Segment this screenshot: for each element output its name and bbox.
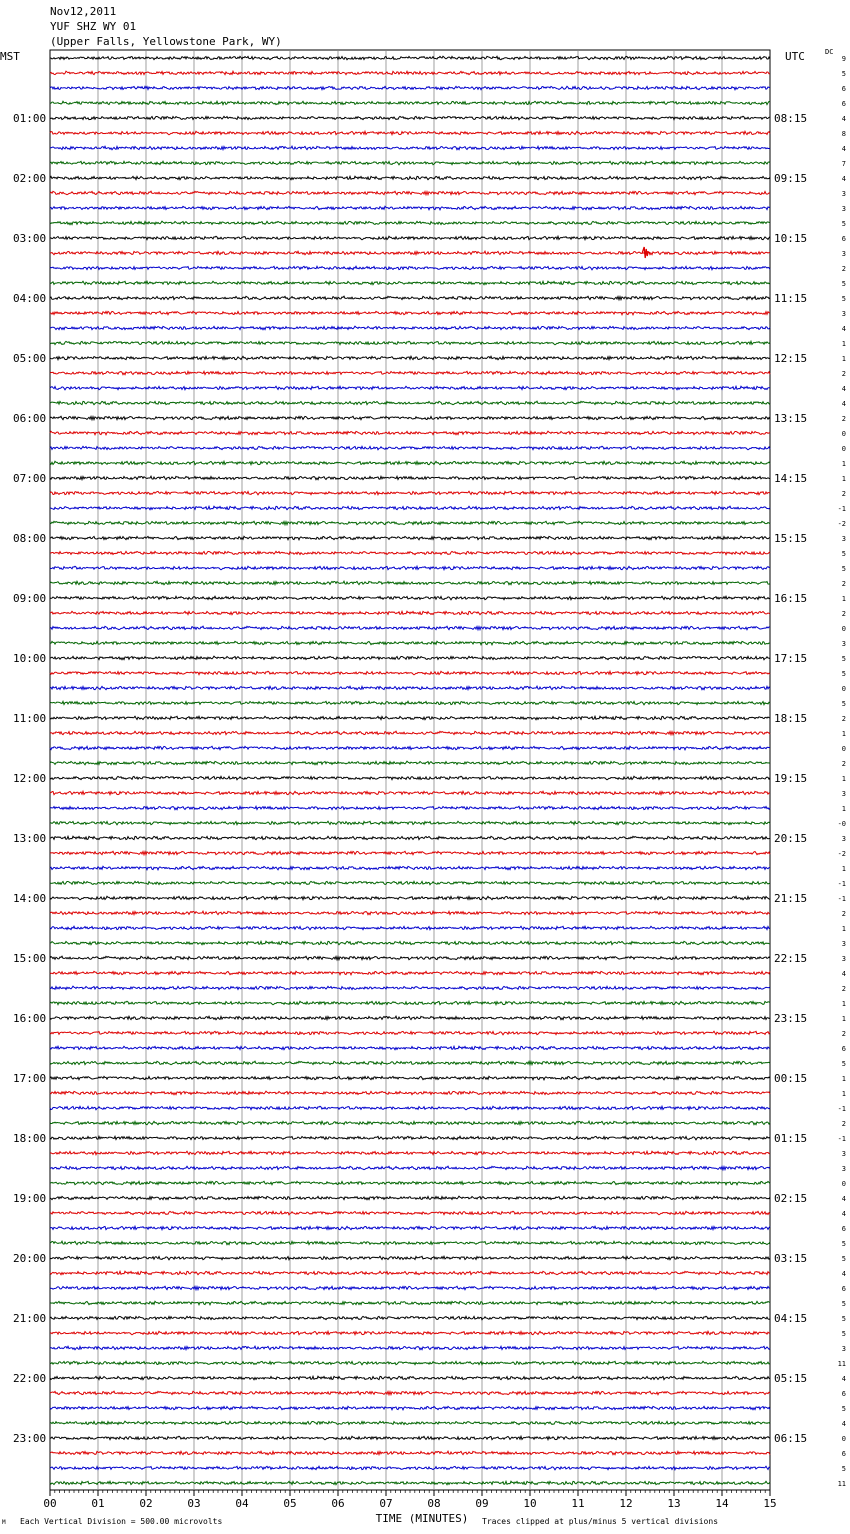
trace-row xyxy=(50,191,770,195)
left-hour-label: 22:00 xyxy=(13,1372,47,1385)
right-hour-label: 20:15 xyxy=(774,832,808,845)
trace-row xyxy=(50,851,770,854)
dc-offset-value: 2 xyxy=(841,715,846,723)
trace-row xyxy=(50,386,770,390)
right-hour-label: 03:15 xyxy=(774,1252,808,1265)
dc-offset-value: 5 xyxy=(841,1330,846,1338)
right-hour-label: 06:15 xyxy=(774,1432,808,1445)
dc-offset-value: 0 xyxy=(841,1435,846,1443)
left-hour-label: 20:00 xyxy=(13,1252,47,1265)
x-tick-label: 08 xyxy=(427,1497,441,1510)
dc-offset-value: 2 xyxy=(841,910,846,918)
dc-offset-value: 11 xyxy=(837,1360,846,1368)
dc-offset-value: 6 xyxy=(841,100,846,108)
trace-row xyxy=(50,176,770,179)
trace-row xyxy=(50,911,770,915)
left-hour-label: 16:00 xyxy=(13,1012,47,1025)
trace-row xyxy=(50,1481,770,1484)
trace-row xyxy=(50,836,770,840)
dc-offset-value: 8 xyxy=(841,130,846,138)
dc-offset-value: 11 xyxy=(837,1480,846,1488)
dc-offset-value: -1 xyxy=(837,895,846,903)
x-tick-label: 04 xyxy=(235,1497,249,1510)
dc-offset-value: 4 xyxy=(841,325,846,333)
right-hour-label: 12:15 xyxy=(774,352,808,365)
trace-row xyxy=(50,536,770,540)
footer-scale-note: Each Vertical Division = 500.00 microvolts xyxy=(20,1517,223,1526)
x-tick-label: 14 xyxy=(715,1497,729,1510)
trace-row xyxy=(50,716,770,719)
dc-offset-value: -1 xyxy=(837,505,846,513)
trace-row xyxy=(50,821,770,825)
dc-offset-value: 5 xyxy=(841,280,846,288)
dc-offset-value: 3 xyxy=(841,250,846,258)
right-hour-label: 10:15 xyxy=(774,232,808,245)
trace-row xyxy=(50,551,770,554)
footer-clip-note: Traces clipped at plus/minus 5 vertical divisions xyxy=(482,1517,719,1526)
trace-row xyxy=(50,431,770,435)
left-hour-label: 02:00 xyxy=(13,172,47,185)
dc-offset-value: 4 xyxy=(841,400,846,408)
trace-row xyxy=(50,1376,770,1379)
dc-offset-value: 0 xyxy=(841,430,846,438)
right-timezone-label: UTC xyxy=(785,50,805,63)
trace-row xyxy=(50,461,770,464)
left-hour-label: 17:00 xyxy=(13,1072,47,1085)
dc-offset-value: 6 xyxy=(841,1390,846,1398)
dc-offset-value: 5 xyxy=(841,1300,846,1308)
seismic-traces xyxy=(50,56,770,1484)
trace-row xyxy=(50,626,770,630)
trace-row xyxy=(50,476,770,480)
dc-offset-value: 5 xyxy=(841,700,846,708)
trace-row xyxy=(50,641,770,645)
trace-row xyxy=(50,1121,770,1125)
trace-row xyxy=(50,356,770,360)
trace-row xyxy=(50,1406,770,1410)
dc-offset-value: 2 xyxy=(841,1120,846,1128)
right-hour-labels xyxy=(774,112,807,1445)
dc-offset-value: 5 xyxy=(841,1060,846,1068)
right-hour-label: 19:15 xyxy=(774,772,808,785)
dc-offset-value: 1 xyxy=(841,925,846,933)
trace-row xyxy=(50,1181,770,1185)
trace-row xyxy=(50,1151,770,1154)
right-hour-label: 11:15 xyxy=(774,292,808,305)
trace-row xyxy=(50,986,770,990)
dc-offset-value: 3 xyxy=(841,940,846,948)
left-hour-label: 14:00 xyxy=(13,892,47,905)
dc-offset-value: 2 xyxy=(841,760,846,768)
dc-offset-value: 2 xyxy=(841,370,846,378)
left-hour-label: 10:00 xyxy=(13,652,47,665)
dc-offset-value: 7 xyxy=(841,160,846,168)
footer-mark: M xyxy=(2,1519,6,1526)
dc-offset-value: 1 xyxy=(841,475,846,483)
dc-offset-value: 5 xyxy=(841,1465,846,1473)
dc-offset-value: 2 xyxy=(841,610,846,618)
right-hour-label: 23:15 xyxy=(774,1012,808,1025)
dc-offset-value: 1 xyxy=(841,805,846,813)
trace-row xyxy=(50,671,770,675)
left-hour-label: 18:00 xyxy=(13,1132,47,1145)
trace-row xyxy=(50,1076,770,1080)
header-station: YUF SHZ WY 01 xyxy=(50,20,137,33)
x-axis-title: TIME (MINUTES) xyxy=(375,1512,469,1525)
dc-offset-value: 0 xyxy=(841,1180,846,1188)
dc-offset-value: 4 xyxy=(841,1195,846,1203)
dc-offset-value: 1 xyxy=(841,1015,846,1023)
dc-offset-value: 5 xyxy=(841,655,846,663)
trace-row xyxy=(50,131,770,135)
dc-offset-value: 4 xyxy=(841,175,846,183)
trace-row xyxy=(50,1211,770,1215)
trace-row xyxy=(50,776,770,780)
dc-offset-value: 5 xyxy=(841,565,846,573)
left-hour-label: 15:00 xyxy=(13,952,47,965)
dc-offset-value: 3 xyxy=(841,640,846,648)
left-hour-label: 06:00 xyxy=(13,412,47,425)
trace-row xyxy=(50,416,770,419)
right-hour-label: 09:15 xyxy=(774,172,808,185)
trace-row xyxy=(50,791,770,795)
trace-row xyxy=(50,1256,770,1260)
right-hour-label: 18:15 xyxy=(774,712,808,725)
trace-row xyxy=(50,146,770,150)
trace-row xyxy=(50,1391,770,1395)
left-hour-label: 01:00 xyxy=(13,112,47,125)
dc-offset-value: -2 xyxy=(837,850,846,858)
trace-row xyxy=(50,446,770,450)
left-hour-label: 12:00 xyxy=(13,772,47,785)
trace-row xyxy=(50,401,770,405)
left-hour-label: 21:00 xyxy=(13,1312,47,1325)
trace-row xyxy=(50,161,770,165)
left-hour-labels xyxy=(13,112,46,1445)
right-hour-label: 00:15 xyxy=(774,1072,808,1085)
dc-offset-value: 6 xyxy=(841,1045,846,1053)
trace-row xyxy=(50,1316,770,1319)
dc-offset-value: 5 xyxy=(841,1315,846,1323)
dc-offset-value: 3 xyxy=(841,535,846,543)
trace-row xyxy=(50,1301,770,1305)
dc-offset-labels xyxy=(838,55,846,1488)
trace-row xyxy=(50,866,770,870)
dc-offset-value: 3 xyxy=(841,1165,846,1173)
dc-offset-value: 3 xyxy=(841,1345,846,1353)
trace-row xyxy=(50,86,770,89)
right-hour-label: 04:15 xyxy=(774,1312,808,1325)
left-hour-label: 23:00 xyxy=(13,1432,47,1445)
x-tick-label: 03 xyxy=(187,1497,201,1510)
trace-row xyxy=(50,956,770,960)
left-hour-label: 19:00 xyxy=(13,1192,47,1205)
dc-offset-value: 1 xyxy=(841,1000,846,1008)
left-hour-label: 07:00 xyxy=(13,472,47,485)
left-hour-label: 13:00 xyxy=(13,832,47,845)
x-tick-label: 12 xyxy=(619,1497,633,1510)
dc-offset-value: 3 xyxy=(841,1150,846,1158)
trace-row xyxy=(50,926,770,930)
dc-offset-value: 1 xyxy=(841,865,846,873)
dc-offset-value: 5 xyxy=(841,220,846,228)
header-location: (Upper Falls, Yellowstone Park, WY) xyxy=(50,35,282,48)
trace-row xyxy=(50,686,770,690)
dc-offset-value: 2 xyxy=(841,415,846,423)
trace-row xyxy=(50,101,770,104)
right-hour-label: 08:15 xyxy=(774,112,808,125)
dc-offset-value: 6 xyxy=(841,235,846,243)
right-hour-label: 17:15 xyxy=(774,652,808,665)
dc-offset-value: 2 xyxy=(841,580,846,588)
trace-row xyxy=(50,266,770,270)
trace-row xyxy=(50,1226,770,1229)
dc-offset-value: 3 xyxy=(841,310,846,318)
left-hour-label: 08:00 xyxy=(13,532,47,545)
trace-row xyxy=(50,896,770,900)
trace-row xyxy=(50,1436,770,1440)
trace-row xyxy=(50,656,770,660)
trace-row xyxy=(50,1061,770,1065)
dc-offset-value: 0 xyxy=(841,445,846,453)
trace-row xyxy=(50,1346,770,1350)
x-tick-label: 15 xyxy=(763,1497,777,1510)
dc-offset-value: 2 xyxy=(841,1030,846,1038)
trace-row xyxy=(50,761,770,765)
trace-row xyxy=(50,1421,770,1425)
right-hour-label: 05:15 xyxy=(774,1372,808,1385)
trace-row xyxy=(50,236,770,240)
dc-offset-value: 4 xyxy=(841,145,846,153)
right-hour-label: 22:15 xyxy=(774,952,808,965)
trace-row xyxy=(50,1361,770,1365)
trace-row xyxy=(50,251,770,255)
dc-offset-value: 6 xyxy=(841,1225,846,1233)
trace-row xyxy=(50,116,770,119)
dc-offset-value: 6 xyxy=(841,1285,846,1293)
dc-offset-value: 4 xyxy=(841,1375,846,1383)
left-hour-label: 03:00 xyxy=(13,232,47,245)
right-hour-label: 15:15 xyxy=(774,532,808,545)
trace-row xyxy=(50,296,770,300)
trace-row xyxy=(50,746,770,750)
dc-offset-value: -1 xyxy=(837,1105,846,1113)
trace-row xyxy=(50,341,770,345)
dc-offset-value: 3 xyxy=(841,205,846,213)
x-tick-label: 13 xyxy=(667,1497,681,1510)
trace-row xyxy=(50,1001,770,1005)
trace-row xyxy=(50,1466,770,1470)
dc-offset-value: 1 xyxy=(841,595,846,603)
x-tick-label: 05 xyxy=(283,1497,297,1510)
trace-row xyxy=(50,731,770,735)
trace-row xyxy=(50,1046,770,1049)
right-hour-label: 21:15 xyxy=(774,892,808,905)
trace-row xyxy=(50,1286,770,1289)
trace-row xyxy=(50,881,770,884)
trace-row xyxy=(50,206,770,210)
left-hour-label: 05:00 xyxy=(13,352,47,365)
dc-offset-value: 4 xyxy=(841,1210,846,1218)
trace-row xyxy=(50,1091,770,1095)
x-tick-label: 00 xyxy=(43,1497,57,1510)
dc-offset-value: 4 xyxy=(841,115,846,123)
x-tick-label: 01 xyxy=(91,1497,105,1510)
x-tick-label: 10 xyxy=(523,1497,537,1510)
trace-row xyxy=(50,56,770,59)
left-hour-label: 09:00 xyxy=(13,592,47,605)
trace-row xyxy=(50,326,770,330)
dc-offset-value: 5 xyxy=(841,1405,846,1413)
dc-offset-value: 9 xyxy=(841,55,846,63)
trace-row xyxy=(50,1271,770,1275)
trace-row xyxy=(50,311,770,315)
dc-offset-value: 1 xyxy=(841,1075,846,1083)
dc-offset-value: 5 xyxy=(841,1240,846,1248)
dc-offset-value: -1 xyxy=(837,880,846,888)
trace-row xyxy=(50,1241,770,1245)
trace-row xyxy=(50,941,770,944)
left-timezone-label: MST xyxy=(0,50,20,63)
x-tick-label: 09 xyxy=(475,1497,489,1510)
x-tick-label: 07 xyxy=(379,1497,393,1510)
dc-offset-value: 6 xyxy=(841,1450,846,1458)
trace-row xyxy=(50,1031,770,1035)
dc-offset-value: 3 xyxy=(841,190,846,198)
trace-row xyxy=(50,1196,770,1200)
trace-row xyxy=(50,1016,770,1020)
dc-offset-value: 5 xyxy=(841,295,846,303)
x-axis xyxy=(43,1490,776,1510)
trace-row xyxy=(50,1136,770,1140)
dc-offset-value: 4 xyxy=(841,970,846,978)
left-hour-label: 04:00 xyxy=(13,292,47,305)
trace-row xyxy=(50,506,770,510)
dc-offset-value: 1 xyxy=(841,340,846,348)
dc-offset-value: 4 xyxy=(841,1420,846,1428)
right-hour-label: 14:15 xyxy=(774,472,808,485)
trace-row xyxy=(50,491,770,495)
right-hour-label: 13:15 xyxy=(774,412,808,425)
dc-offset-value: 5 xyxy=(841,70,846,78)
dc-offset-value: 3 xyxy=(841,835,846,843)
dc-offset-value: 4 xyxy=(841,1270,846,1278)
trace-row xyxy=(50,221,770,225)
right-hour-label: 16:15 xyxy=(774,592,808,605)
dc-offset-value: 3 xyxy=(841,955,846,963)
dc-offset-value: 5 xyxy=(841,1255,846,1263)
right-hour-label: 01:15 xyxy=(774,1132,808,1145)
dc-offset-value: 6 xyxy=(841,85,846,93)
dc-offset-value: 5 xyxy=(841,550,846,558)
left-hour-label: 11:00 xyxy=(13,712,47,725)
dc-offset-value: -2 xyxy=(837,520,846,528)
trace-row xyxy=(50,281,770,284)
trace-row xyxy=(50,566,770,570)
trace-row xyxy=(50,596,770,600)
x-tick-label: 02 xyxy=(139,1497,153,1510)
trace-row xyxy=(50,1451,770,1455)
dc-offset-value: -0 xyxy=(837,820,846,828)
header-date: Nov12,2011 xyxy=(50,5,117,18)
dc-offset-value: 1 xyxy=(841,1090,846,1098)
trace-row xyxy=(50,611,770,614)
dc-offset-value: 2 xyxy=(841,490,846,498)
dc-offset-value: 0 xyxy=(841,745,846,753)
dc-offset-value: 1 xyxy=(841,355,846,363)
trace-row xyxy=(50,806,770,809)
x-tick-label: 11 xyxy=(571,1497,585,1510)
dc-offset-value: 4 xyxy=(841,385,846,393)
trace-row xyxy=(50,521,770,524)
trace-row xyxy=(50,1331,770,1335)
dc-offset-value: 5 xyxy=(841,670,846,678)
trace-row xyxy=(50,701,770,705)
dc-offset-value: 3 xyxy=(841,790,846,798)
dc-offset-value: 1 xyxy=(841,730,846,738)
trace-row xyxy=(50,1166,770,1170)
dc-offset-value: 2 xyxy=(841,265,846,273)
dc-offset-value: 2 xyxy=(841,985,846,993)
trace-row xyxy=(50,971,770,975)
dc-offset-value: 0 xyxy=(841,625,846,633)
trace-row xyxy=(50,1106,770,1110)
dc-header-label: DC xyxy=(825,48,834,56)
dc-offset-value: 0 xyxy=(841,685,846,693)
dc-offset-value: -1 xyxy=(837,1135,846,1143)
right-hour-label: 02:15 xyxy=(774,1192,808,1205)
dc-offset-value: 1 xyxy=(841,460,846,468)
trace-row xyxy=(50,371,770,374)
trace-row xyxy=(50,581,770,585)
x-tick-label: 06 xyxy=(331,1497,345,1510)
trace-row xyxy=(50,71,770,75)
dc-offset-value: 1 xyxy=(841,775,846,783)
